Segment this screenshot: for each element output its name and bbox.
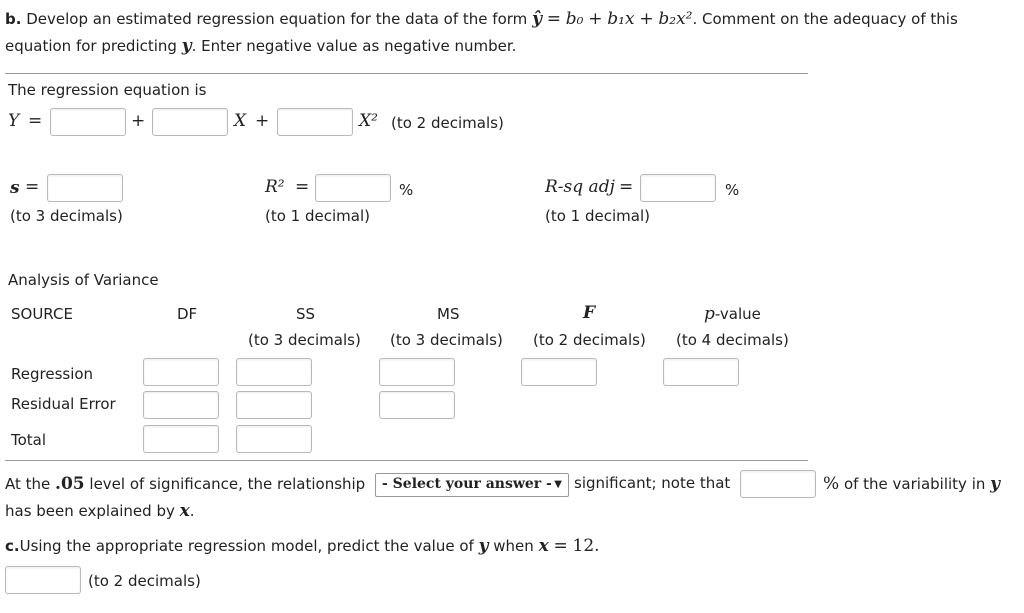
- anova-header-df: DF: [177, 305, 198, 323]
- anova-header-ms: MS: [437, 305, 460, 323]
- anova-header-p-suffix: -value: [714, 305, 761, 323]
- conclusion-text4: of the variability in: [843, 475, 986, 493]
- part-c-x-value: 12.: [572, 536, 600, 556]
- form-equals: =: [546, 9, 561, 29]
- anova-header-ms-precision: (to 3 decimals): [390, 331, 503, 349]
- r2-precision: (to 1 decimal): [265, 207, 370, 225]
- equation-precision: (to 2 decimals): [391, 114, 504, 132]
- part-b-after-form: . Comment on the adequacy of this: [692, 10, 958, 28]
- equation-x-term: X: [234, 111, 247, 131]
- r2-label: R²: [265, 177, 285, 197]
- b1x-term: b₁x: [607, 9, 635, 29]
- b0-term: b₀: [565, 9, 584, 29]
- equation-plus-1: +: [131, 111, 146, 131]
- rsq-adj-precision: (to 1 decimal): [545, 207, 650, 225]
- part-b-line2-end: . Enter negative value as negative number.: [191, 37, 517, 55]
- s-label: s: [10, 178, 20, 198]
- anova-header-ss-precision: (to 3 decimals): [248, 331, 361, 349]
- part-c-when: when: [493, 537, 534, 555]
- part-c-var-y: y: [478, 536, 489, 556]
- anova-row-regression-label: Regression: [11, 365, 94, 383]
- conclusion-text3: significant; note that: [574, 474, 731, 492]
- significance-select-value: - Select your answer -: [382, 476, 552, 492]
- part-c-var-x: x: [538, 536, 549, 556]
- regression-ms-input[interactable]: [379, 358, 455, 386]
- anova-row-residual-label: Residual Error: [11, 395, 116, 413]
- regression-pvalue-input[interactable]: [663, 358, 739, 386]
- conclusion-line2-start: has been explained by: [5, 502, 175, 520]
- total-ss-input[interactable]: [236, 425, 312, 453]
- anova-header-pvalue: [704, 304, 761, 324]
- r2-input[interactable]: [315, 174, 391, 202]
- total-df-input[interactable]: [143, 425, 219, 453]
- part-c-prompt: [5, 536, 600, 556]
- b2x2-term: b₂x²: [658, 9, 693, 29]
- anova-title: Analysis of Variance: [8, 271, 159, 289]
- anova-header-ss: SS: [296, 305, 316, 323]
- part-b-intro: Develop an estimated regression equation for the data of the form: [26, 10, 528, 28]
- equation-plus-2: +: [255, 111, 270, 131]
- anova-header-f: F: [583, 303, 596, 323]
- r2-percent: %: [399, 181, 414, 199]
- conclusion-line1-b: [823, 474, 1000, 494]
- prediction-input[interactable]: [5, 566, 81, 594]
- part-c-text: Using the appropriate regression model, predict the value of: [19, 537, 474, 555]
- rsq-adj-equals: =: [619, 177, 634, 197]
- conclusion-text2: level of significance, the relationship: [89, 475, 366, 493]
- conclusion-var-x: x: [179, 501, 190, 521]
- b1-input[interactable]: [152, 108, 228, 136]
- anova-header-p-precision: (to 4 decimals): [676, 331, 789, 349]
- part-c-label: c.: [5, 537, 20, 555]
- conclusion-line2-end: .: [189, 502, 195, 520]
- variability-percent-input[interactable]: [740, 470, 816, 498]
- regression-ss-input[interactable]: [236, 358, 312, 386]
- part-b-label: b.: [5, 10, 22, 28]
- anova-header-f-precision: (to 2 decimals): [533, 331, 646, 349]
- part-b-y-var: y: [181, 36, 192, 56]
- conclusion-line1-a: [5, 474, 365, 494]
- residual-df-input[interactable]: [143, 391, 219, 419]
- conclusion-percent: %: [823, 474, 840, 494]
- part-b-prompt-line1: [5, 9, 958, 29]
- part-c-eq: =: [553, 536, 568, 556]
- part-b-prompt-line2: [5, 36, 516, 56]
- yhat-symbol: ŷ: [532, 9, 542, 29]
- s-equals: =: [25, 177, 40, 197]
- s-input[interactable]: [47, 174, 123, 202]
- residual-ss-input[interactable]: [236, 391, 312, 419]
- chevron-down-icon: ▼: [554, 479, 562, 490]
- conclusion-line2: [5, 501, 195, 521]
- regression-f-input[interactable]: [521, 358, 597, 386]
- conclusion-var-y: y: [990, 474, 1001, 494]
- b0-input[interactable]: [50, 108, 126, 136]
- anova-row-total-label: Total: [11, 431, 47, 449]
- equation-y-label: Y: [8, 111, 20, 131]
- part-b-line2-start: equation for predicting: [5, 37, 177, 55]
- rsq-adj-input[interactable]: [640, 174, 716, 202]
- conclusion-text1: At the: [5, 475, 51, 493]
- equation-equals: =: [28, 111, 43, 131]
- regression-df-input[interactable]: [143, 358, 219, 386]
- anova-header-source: SOURCE: [11, 305, 73, 323]
- conclusion-alpha: .05: [55, 474, 85, 494]
- prediction-precision: (to 2 decimals): [88, 572, 201, 590]
- r2-equals: =: [295, 177, 310, 197]
- b2-input[interactable]: [277, 108, 353, 136]
- divider-top: [5, 73, 808, 74]
- residual-ms-input[interactable]: [379, 391, 455, 419]
- divider-bottom: [5, 460, 808, 461]
- s-precision: (to 3 decimals): [10, 207, 123, 225]
- rsq-adj-percent: %: [725, 181, 740, 199]
- significance-select[interactable]: [375, 473, 569, 497]
- form-plus-1: +: [588, 9, 603, 29]
- anova-header-p: p: [704, 304, 715, 324]
- form-plus-2: +: [639, 9, 654, 29]
- regression-heading: The regression equation is: [8, 81, 207, 99]
- rsq-adj-label: R-sq adj: [545, 177, 615, 197]
- equation-x2-term: X²: [359, 111, 378, 131]
